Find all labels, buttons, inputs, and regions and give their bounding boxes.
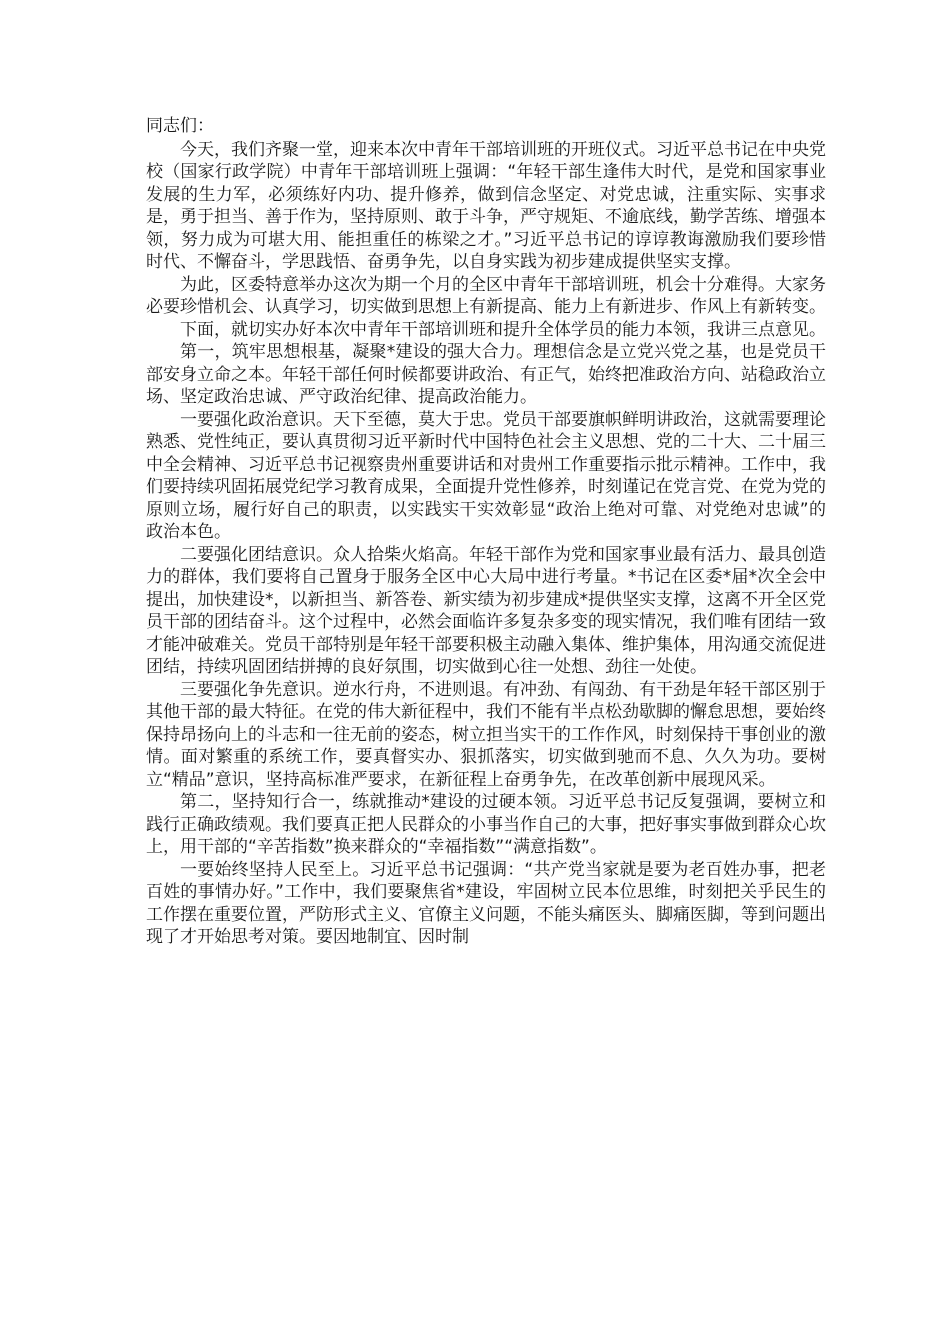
salutation: 同志们： [146,116,214,136]
paragraph-purpose: 为此，区委特意举办这次为期一个月的全区中青年干部培训班，机会十分难得。大家务必要珍惜机会、认真学习，切实做到思想上有新提高、能力上有新进步、作风上有新转变。 [146,274,826,317]
paragraph-point-2: 第二，坚持知行合一，练就推动*建设的过硬本领。习近平总书记反复强调，要树立和践行正确政绩观。我们要真正把人民群众的小事当作自己的大事，把好事实事做到群众心坎上，用干部的“辛苦指数”换来群众的“幸福指数”“满意指数”。 [146,792,826,857]
paragraph-point-2-people: 一要始终坚持人民至上。习近平总书记强调：“共产党当家就是要为老百姓办事，把老百姓的事情办好。”工作中，我们要聚焦省*建设，牢固树立民本位思维，时刻把关乎民生的工作摆在重要位置，严防形式主义、官僚主义问题，不能头痛医头、脚痛医脚，等到问题出现了才开始思考对策。要因地制宜、因时制 [146,859,826,947]
paragraph-point-1: 第一，筑牢思想根基，凝聚*建设的强大合力。理想信念是立党兴党之基，也是党员干部安身立命之本。年轻干部任何时候都要讲政治、有正气，始终把准政治方向、站稳政治立场、坚定政治忠诚、严守政治纪律、提高政治能力。 [146,342,826,407]
document-body [146,115,826,949]
paragraph-opening: 今天，我们齐聚一堂，迎来本次中青年干部培训班的开班仪式。习近平总书记在中央党校（国家行政学院）中青年干部培训班上强调：“年轻干部生逢伟大时代，是党和国家事业发展的生力军，必须练好内功、提升修养，做到信念坚定、对党忠诚，注重实际、实事求是，勇于担当、善于作为，坚持原则、敢于斗争，严守规矩、不逾底线，勤学苦练、增强本领，努力成为可堪大用、能担重任的栋梁之才。”习近平总书记的谆谆教诲激励我们要珍惜时代、不懈奋斗，学思践悟、奋勇争先，以自身实践为初步建成提供坚实支撑。 [146,139,826,272]
paragraph-point-1-excellence: 三要强化争先意识。逆水行舟，不进则退。有冲劲、有闯劲、有干劲是年轻干部区别于其他干部的最大特征。在党的伟大新征程中，我们不能有半点松劲歇脚的懈怠思想，要始终保持昂扬向上的斗志和一往无前的姿态，树立担当实干的工作作风，时刻保持干事创业的激情。面对繁重的系统工作，要真督实办、狠抓落实，切实做到驰而不息、久久为功。要树立“精品”意识，坚持高标准严要求，在新征程上奋勇争先，在改革创新中展现风采。 [146,679,826,790]
paragraph-point-1-political: 一要强化政治意识。天下至德，莫大于忠。党员干部要旗帜鲜明讲政治，这就需要理论熟悉、党性纯正，要认真贯彻习近平新时代中国特色社会主义思想、党的二十大、二十届三中全会精神、习近平总书记视察贵州重要讲话和对贵州工作重要指示批示精神。工作中，我们要持续巩固拓展党纪学习教育成果，全面提升党性修养，时刻谨记在党言党、在党为党的原则立场，履行好自己的职责，以实践实干实效彰显“政治上绝对可靠、对党绝对忠诚”的政治本色。 [146,409,826,542]
paragraph-point-1-unity: 二要强化团结意识。众人拾柴火焰高。年轻干部作为党和国家事业最有活力、最具创造力的群体，我们要将自己置身于服务全区中心大局中进行考量。*书记在区委*届*次全会中提出，加快建设*，以新担当、新答卷、新实绩为初步建成*提供坚实支撑，这离不开全区党员干部的团结奋斗。这个过程中，必然会面临许多复杂多变的现实情况，我们唯有团结一致才能冲破难关。党员干部特别是年轻干部要积极主动融入集体、维护集体，用沟通交流促进团结，持续巩固团结拼搏的良好氛围，切实做到心往一处想、劲往一处使。 [146,544,826,677]
paragraph-intro: 下面，就切实办好本次中青年干部培训班和提升全体学员的能力本领，我讲三点意见。 [180,319,826,340]
